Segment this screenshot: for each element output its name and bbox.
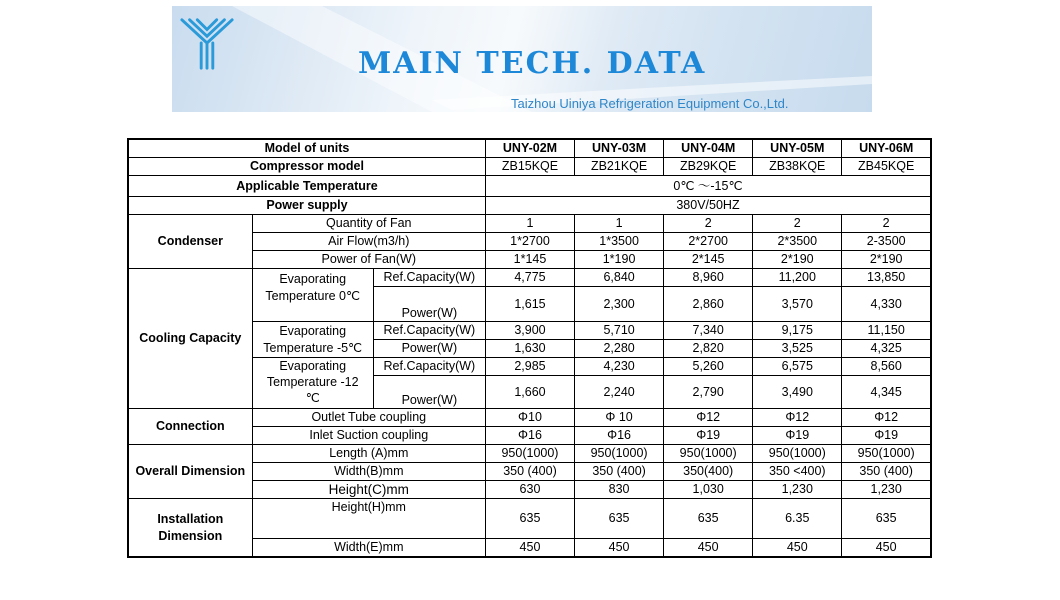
ref-capacity-cell: 6,840 bbox=[575, 269, 664, 287]
evaporating-text: Evaporating bbox=[279, 323, 347, 338]
height-cell: 1,030 bbox=[664, 481, 753, 499]
model-cell: UNY-04M bbox=[664, 139, 753, 158]
power-supply-value: 380V/50HZ bbox=[485, 197, 931, 215]
ref-capacity-cell: 4,230 bbox=[575, 358, 664, 376]
fan-power-cell: 2*190 bbox=[842, 251, 931, 269]
ref-capacity-cell: 9,175 bbox=[753, 322, 842, 340]
install-height-cell: 635 bbox=[664, 499, 753, 539]
power-cell: 2,300 bbox=[575, 287, 664, 322]
install-width-label: Width(E)mm bbox=[252, 539, 485, 558]
install-width-cell: 450 bbox=[842, 539, 931, 558]
install-height-label: Height(H)mm bbox=[252, 499, 485, 539]
ref-capacity-cell: 5,260 bbox=[664, 358, 753, 376]
install-width-cell: 450 bbox=[753, 539, 842, 558]
ref-capacity-cell: 5,710 bbox=[575, 322, 664, 340]
width-cell: 350 (400) bbox=[575, 463, 664, 481]
compressor-cell: ZB29KQE bbox=[664, 158, 753, 176]
overall-group-label: Overall Dimension bbox=[128, 445, 252, 499]
fan-quantity-label: Quantity of Fan bbox=[252, 215, 485, 233]
power-cell: 4,345 bbox=[842, 376, 931, 409]
air-flow-cell: 2-3500 bbox=[842, 233, 931, 251]
dimension-text: Dimension bbox=[158, 528, 223, 543]
power-label: Power(W) bbox=[373, 376, 485, 409]
power-cell: 4,325 bbox=[842, 340, 931, 358]
compressor-cell: ZB45KQE bbox=[842, 158, 931, 176]
power-supply-label: Power supply bbox=[128, 197, 485, 215]
evaporating-text: Evaporating bbox=[279, 272, 347, 286]
table-row-outlet bbox=[128, 409, 931, 427]
ref-capacity-cell: 8,960 bbox=[664, 269, 753, 287]
fan-quantity-cell: 2 bbox=[664, 215, 753, 233]
compressor-cell: ZB21KQE bbox=[575, 158, 664, 176]
width-label: Width(B)mm bbox=[252, 463, 485, 481]
power-cell: 1,660 bbox=[485, 376, 574, 409]
fan-quantity-cell: 2 bbox=[753, 215, 842, 233]
length-label: Length (A)mm bbox=[252, 445, 485, 463]
inlet-cell: Φ19 bbox=[753, 427, 842, 445]
install-height-cell: 6.35 bbox=[753, 499, 842, 539]
compressor-label: Compressor model bbox=[128, 158, 485, 176]
outlet-label: Outlet Tube coupling bbox=[252, 409, 485, 427]
fan-power-cell: 1*145 bbox=[485, 251, 574, 269]
power-cell: 3,570 bbox=[753, 287, 842, 322]
length-cell: 950(1000) bbox=[842, 445, 931, 463]
inlet-cell: Φ19 bbox=[664, 427, 753, 445]
install-width-cell: 450 bbox=[575, 539, 664, 558]
compressor-cell: ZB15KQE bbox=[485, 158, 574, 176]
model-cell: UNY-02M bbox=[485, 139, 574, 158]
power-cell: 2,240 bbox=[575, 376, 664, 409]
fan-quantity-cell: 1 bbox=[575, 215, 664, 233]
installation-group-label bbox=[128, 499, 252, 558]
ref-capacity-label: Ref.Capacity(W) bbox=[373, 269, 485, 287]
length-cell: 950(1000) bbox=[575, 445, 664, 463]
page-title: MAIN TECH. DATA bbox=[358, 46, 707, 81]
table-row-model bbox=[128, 139, 931, 158]
air-flow-cell: 2*2700 bbox=[664, 233, 753, 251]
ref-capacity-cell: 11,150 bbox=[842, 322, 931, 340]
power-cell: 1,630 bbox=[485, 340, 574, 358]
power-label: Power(W) bbox=[373, 340, 485, 358]
install-height-cell: 635 bbox=[485, 499, 574, 539]
power-cell: 2,790 bbox=[664, 376, 753, 409]
height-label: Height(C)mm bbox=[252, 481, 485, 499]
fan-power-cell: 1*190 bbox=[575, 251, 664, 269]
ref-capacity-cell: 6,575 bbox=[753, 358, 842, 376]
width-cell: 350(400) bbox=[664, 463, 753, 481]
ref-capacity-cell: 3,900 bbox=[485, 322, 574, 340]
temperature-12-text: Temperature -12 bbox=[266, 375, 359, 389]
width-cell: 350 (400) bbox=[485, 463, 574, 481]
installation-text: Installation bbox=[157, 511, 224, 526]
temperature-label: Applicable Temperature bbox=[128, 176, 485, 197]
power-cell: 2,280 bbox=[575, 340, 664, 358]
inlet-label: Inlet Suction coupling bbox=[252, 427, 485, 445]
power-label: Power(W) bbox=[373, 287, 485, 322]
outlet-cell: Φ12 bbox=[842, 409, 931, 427]
model-label: Model of units bbox=[128, 139, 485, 158]
height-cell: 1,230 bbox=[753, 481, 842, 499]
outlet-cell: Φ 10 bbox=[575, 409, 664, 427]
temperature-5-text: Temperature -5℃ bbox=[263, 340, 363, 355]
ref-capacity-cell: 8,560 bbox=[842, 358, 931, 376]
install-height-cell: 635 bbox=[575, 499, 664, 539]
company-logo-icon bbox=[178, 14, 236, 72]
table-row-install-height bbox=[128, 499, 931, 539]
temperature-0-text: Temperature 0℃ bbox=[265, 289, 361, 303]
model-cell: UNY-05M bbox=[753, 139, 842, 158]
height-cell: 1,230 bbox=[842, 481, 931, 499]
evap-temp-0-label bbox=[252, 269, 373, 322]
condenser-group-label: Condenser bbox=[128, 215, 252, 269]
inlet-cell: Φ16 bbox=[485, 427, 574, 445]
table-row-ref-0 bbox=[128, 269, 931, 287]
power-cell: 2,860 bbox=[664, 287, 753, 322]
air-flow-cell: 1*2700 bbox=[485, 233, 574, 251]
power-cell: 1,615 bbox=[485, 287, 574, 322]
height-cell: 630 bbox=[485, 481, 574, 499]
ref-capacity-cell: 7,340 bbox=[664, 322, 753, 340]
temperature-12-unit: ℃ bbox=[305, 391, 320, 405]
temperature-value: 0℃ 〜-15℃ bbox=[485, 176, 931, 197]
header-banner bbox=[172, 6, 872, 112]
table-row-fan-quantity bbox=[128, 215, 931, 233]
ref-capacity-cell: 11,200 bbox=[753, 269, 842, 287]
connection-group-label: Connection bbox=[128, 409, 252, 445]
outlet-cell: Φ10 bbox=[485, 409, 574, 427]
install-width-cell: 450 bbox=[664, 539, 753, 558]
air-flow-cell: 1*3500 bbox=[575, 233, 664, 251]
outlet-cell: Φ12 bbox=[664, 409, 753, 427]
fan-quantity-cell: 2 bbox=[842, 215, 931, 233]
table-row-temperature bbox=[128, 176, 931, 197]
table-row-power-supply bbox=[128, 197, 931, 215]
table-row-length bbox=[128, 445, 931, 463]
compressor-cell: ZB38KQE bbox=[753, 158, 842, 176]
model-cell: UNY-03M bbox=[575, 139, 664, 158]
power-cell: 3,490 bbox=[753, 376, 842, 409]
fan-power-label: Power of Fan(W) bbox=[252, 251, 485, 269]
power-cell: 2,820 bbox=[664, 340, 753, 358]
evap-temp-12-label bbox=[252, 358, 373, 409]
length-cell: 950(1000) bbox=[485, 445, 574, 463]
height-cell: 830 bbox=[575, 481, 664, 499]
ref-capacity-cell: 4,775 bbox=[485, 269, 574, 287]
model-cell: UNY-06M bbox=[842, 139, 931, 158]
tech-data-table bbox=[127, 138, 932, 558]
fan-power-cell: 2*145 bbox=[664, 251, 753, 269]
ref-capacity-cell: 13,850 bbox=[842, 269, 931, 287]
inlet-cell: Φ19 bbox=[842, 427, 931, 445]
company-name: Taizhou Uiniya Refrigeration Equipment Co.,Ltd. bbox=[511, 96, 789, 111]
width-cell: 350 <400) bbox=[753, 463, 842, 481]
evaporating-text: Evaporating bbox=[279, 359, 347, 373]
evap-temp-5-label bbox=[252, 322, 373, 358]
ref-capacity-cell: 2,985 bbox=[485, 358, 574, 376]
fan-quantity-cell: 1 bbox=[485, 215, 574, 233]
length-cell: 950(1000) bbox=[664, 445, 753, 463]
width-cell: 350 (400) bbox=[842, 463, 931, 481]
fan-power-cell: 2*190 bbox=[753, 251, 842, 269]
table-row-compressor bbox=[128, 158, 931, 176]
install-height-cell: 635 bbox=[842, 499, 931, 539]
length-cell: 950(1000) bbox=[753, 445, 842, 463]
ref-capacity-label: Ref.Capacity(W) bbox=[373, 322, 485, 340]
power-cell: 4,330 bbox=[842, 287, 931, 322]
air-flow-label: Air Flow(m3/h) bbox=[252, 233, 485, 251]
install-width-cell: 450 bbox=[485, 539, 574, 558]
outlet-cell: Φ12 bbox=[753, 409, 842, 427]
cooling-group-label: Cooling Capacity bbox=[128, 269, 252, 409]
power-cell: 3,525 bbox=[753, 340, 842, 358]
ref-capacity-label: Ref.Capacity(W) bbox=[373, 358, 485, 376]
inlet-cell: Φ16 bbox=[575, 427, 664, 445]
air-flow-cell: 2*3500 bbox=[753, 233, 842, 251]
